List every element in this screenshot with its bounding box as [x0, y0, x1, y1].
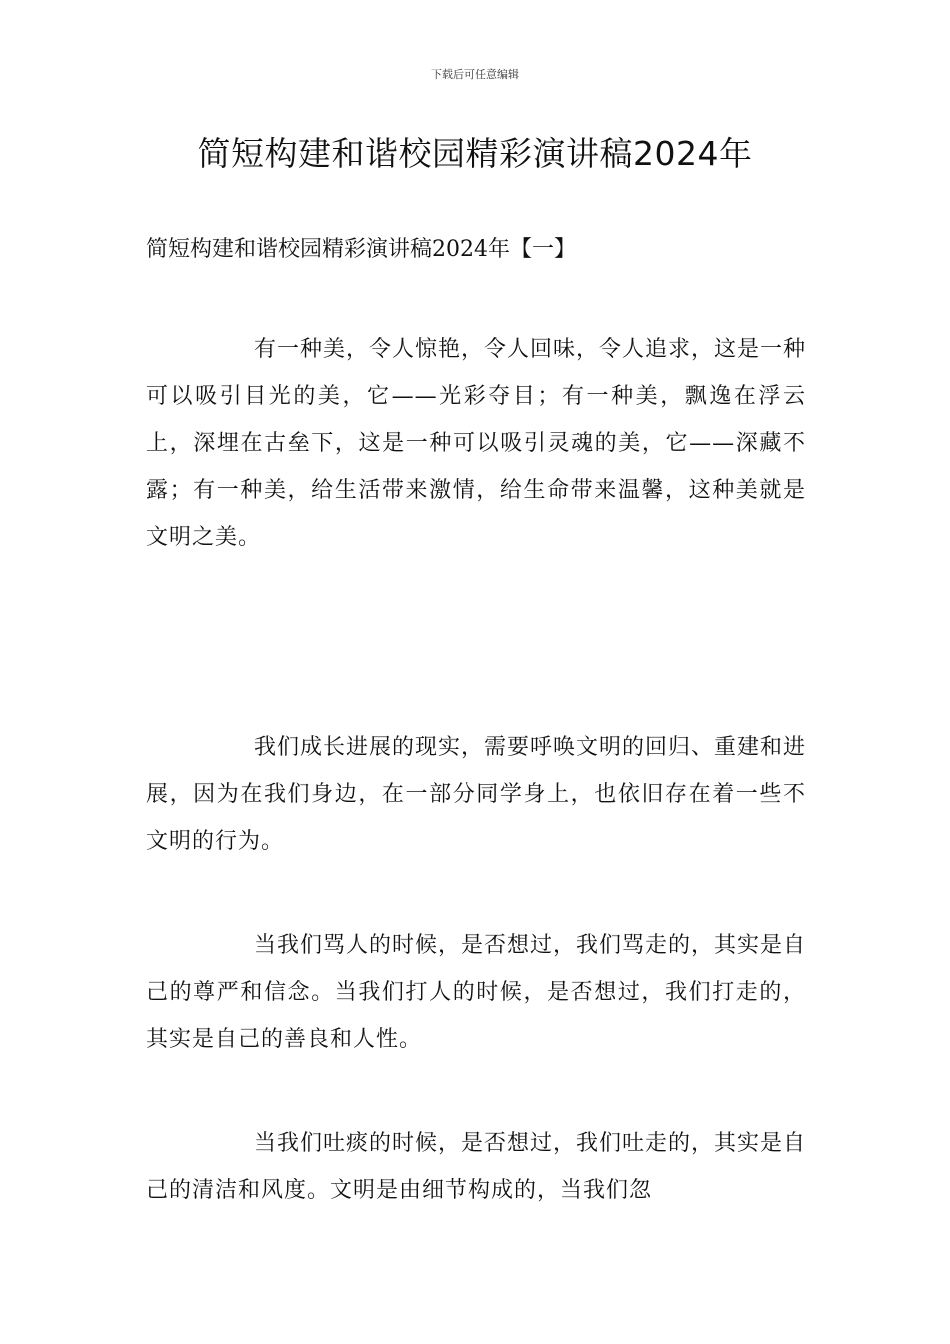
paragraph-2: 我们成长进展的现实，需要呼唤文明的回归、重建和进展，因为在我们身边，在一部分同学身上，也依旧存在着一些不文明的行为。 [146, 735, 807, 854]
document-title: 简短构建和谐校园精彩演讲稿2024年 [197, 134, 753, 173]
paragraph-3: 当我们骂人的时候，是否想过，我们骂走的，其实是自己的尊严和信念。当我们打人的时候，是否想过，我们打走的，其实是自己的善良和人性。 [146, 933, 807, 1052]
paragraph-4: 当我们吐痰的时候，是否想过，我们吐走的，其实是自己的清洁和风度。文明是由细节构成的，当我们忽 [146, 1131, 807, 1203]
header-note: 下载后可任意编辑 [431, 68, 519, 81]
section-heading: 简短构建和谐校园精彩演讲稿2024年【一】 [146, 237, 576, 262]
paragraph-1: 有一种美，令人惊艳，令人回味，令人追求，这是一种可以吸引目光的美，它——光彩夺目；有一种美，飘逸在浮云上，深埋在古垒下，这是一种可以吸引灵魂的美，它——深藏不露；有一种美，给生活带来激情，给生命带来温馨，这种美就是文明之美。 [146, 337, 807, 550]
